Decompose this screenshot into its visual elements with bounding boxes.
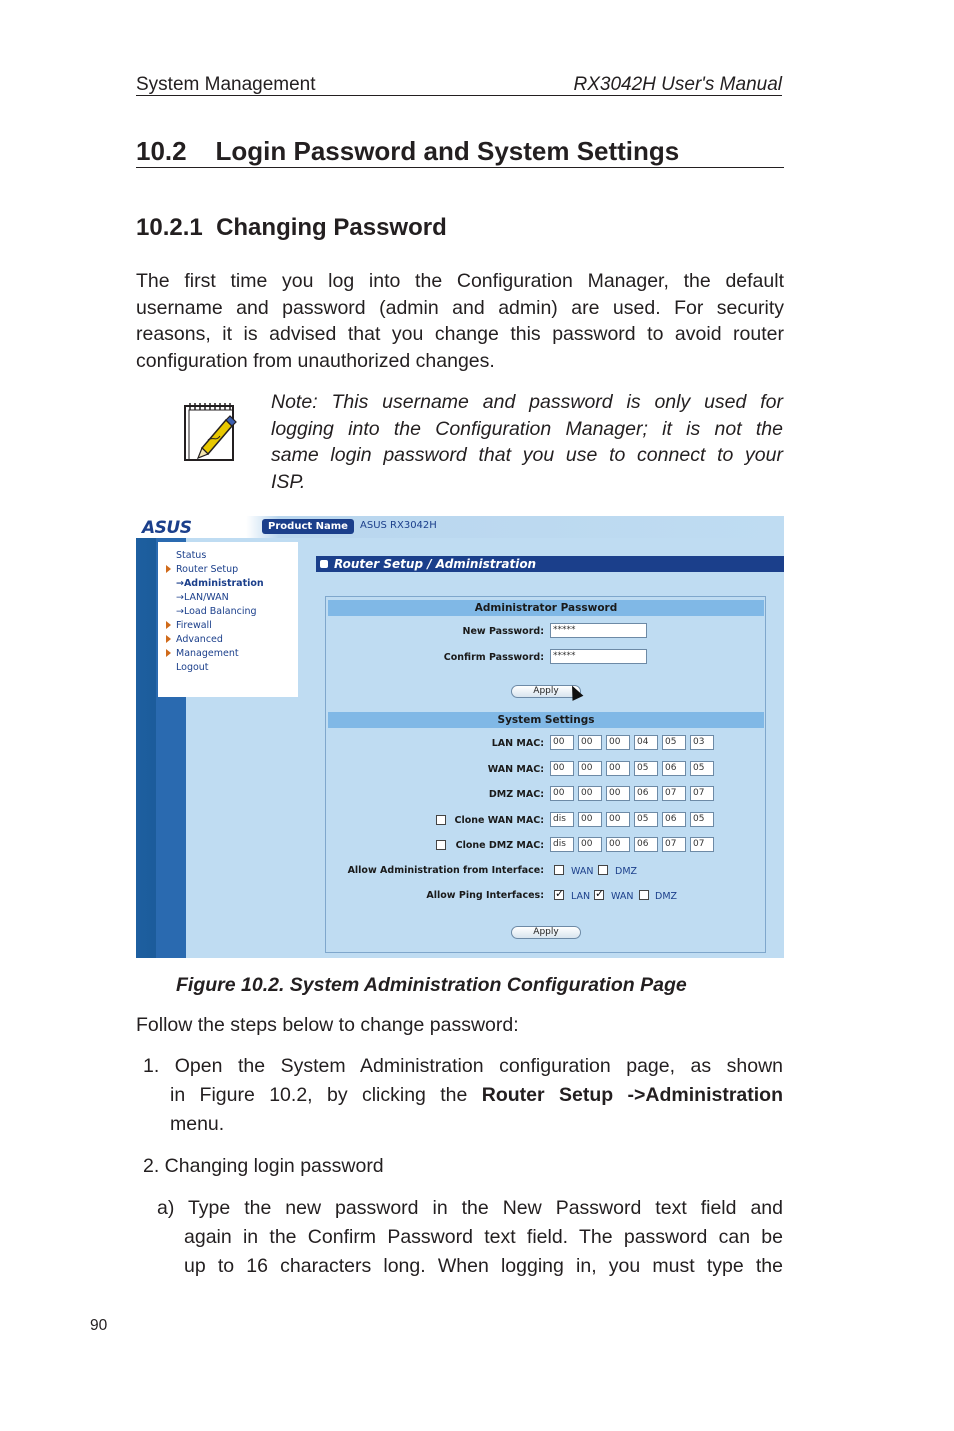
- step-2a-line: a) Type the new password in the New Password text field and: [157, 1197, 783, 1219]
- new-password-input[interactable]: *****: [550, 623, 647, 638]
- lan-mac-octet[interactable]: 00: [550, 735, 574, 750]
- clone-wan-mac-octet[interactable]: 05: [634, 812, 658, 827]
- lan-mac-label: LAN MAC:: [491, 738, 544, 749]
- top-bar: [136, 516, 784, 538]
- step-1: [143, 1052, 783, 1081]
- allow-admin-label: Allow Administration from Interface:: [347, 865, 544, 876]
- allow-ping-lan-checkbox[interactable]: [554, 890, 564, 900]
- lan-mac-octet[interactable]: 00: [578, 735, 602, 750]
- clone-wan-mac-checkbox[interactable]: [436, 815, 446, 825]
- dmz-mac-octet[interactable]: 07: [662, 786, 686, 801]
- steps-intro: Follow the steps below to change password:: [136, 1014, 519, 1036]
- system-settings-section-title: System Settings: [328, 712, 764, 728]
- dmz-mac-octet[interactable]: 06: [634, 786, 658, 801]
- page-banner: [316, 556, 784, 572]
- allow-admin-wan-checkbox[interactable]: [554, 865, 564, 875]
- confirm-password-label: Confirm Password:: [443, 652, 544, 663]
- running-header: [136, 72, 782, 96]
- subsection-title: 10.2.1 Changing Password: [136, 214, 447, 241]
- asus-logo: ASUS: [142, 518, 192, 538]
- allow-admin-dmz-label: DMZ: [615, 866, 638, 877]
- allow-ping-wan-checkbox[interactable]: [594, 890, 604, 900]
- banner-title: Router Setup / Administration: [334, 557, 537, 571]
- menu-item-advanced[interactable]: Advanced: [176, 634, 223, 645]
- wan-mac-octet[interactable]: 05: [634, 761, 658, 776]
- allow-ping-lan-label: LAN: [571, 891, 591, 902]
- wan-mac-octet[interactable]: 00: [578, 761, 602, 776]
- menu-arrow-icon: [166, 635, 171, 643]
- step-2a-line: up to 16 characters long. When logging in, you must type the: [184, 1255, 783, 1277]
- step-1-line: menu.: [170, 1113, 225, 1135]
- header-manual-title: RX3042H User's Manual: [573, 74, 782, 95]
- note-line: Note: This username and password is only used for: [271, 391, 783, 413]
- menu-item-lan-wan[interactable]: →LAN/WAN: [176, 592, 229, 603]
- menu-item-router-setup[interactable]: Router Setup: [176, 564, 239, 575]
- clone-wan-mac-octet[interactable]: 06: [662, 812, 686, 827]
- dmz-mac-label: DMZ MAC:: [488, 789, 544, 800]
- menu-arrow-icon: [166, 649, 171, 657]
- clone-dmz-mac-octet[interactable]: 00: [578, 837, 602, 852]
- wan-mac-octet[interactable]: 06: [662, 761, 686, 776]
- step-1-text: in Figure 10.2, by clicking the: [170, 1084, 482, 1106]
- step-1-cont: [170, 1081, 783, 1139]
- dmz-mac-octet[interactable]: 00: [606, 786, 630, 801]
- allow-ping-wan-label: WAN: [611, 891, 634, 902]
- menu-item-load-balancing[interactable]: →Load Balancing: [176, 606, 257, 617]
- menu-item-management[interactable]: Management: [176, 648, 239, 659]
- step-2: 2. Changing login password: [143, 1155, 384, 1177]
- intro-line: username and password (admin and admin) are used. For security: [136, 296, 784, 319]
- clone-wan-mac-octet[interactable]: 05: [690, 812, 714, 827]
- clone-dmz-mac-octet[interactable]: 07: [690, 837, 714, 852]
- wan-mac-label: WAN MAC:: [487, 764, 544, 775]
- allow-ping-dmz-checkbox[interactable]: [639, 890, 649, 900]
- menu-item-administration[interactable]: →Administration: [176, 578, 264, 589]
- intro-line: The first time you log into the Configuration Manager, the default: [136, 270, 784, 292]
- clone-dmz-mac-octet[interactable]: 06: [634, 837, 658, 852]
- step-2a-line: again in the Confirm Password text field. The password can be: [184, 1226, 783, 1248]
- page-number: 90: [90, 1317, 108, 1334]
- menu-item-status[interactable]: Status: [176, 550, 207, 561]
- dmz-mac-octet[interactable]: 00: [578, 786, 602, 801]
- note-text: [271, 389, 783, 495]
- allow-admin-wan-label: WAN: [571, 866, 594, 877]
- confirm-password-input[interactable]: *****: [550, 649, 647, 664]
- menu-item-firewall[interactable]: Firewall: [176, 620, 212, 631]
- clone-dmz-mac-checkbox[interactable]: [436, 840, 446, 850]
- clone-dmz-mac-label: Clone DMZ MAC:: [455, 840, 544, 851]
- allow-admin-dmz-checkbox[interactable]: [598, 865, 608, 875]
- intro-paragraph: [136, 268, 784, 374]
- dmz-mac-octet[interactable]: 07: [690, 786, 714, 801]
- menu-item-logout[interactable]: Logout: [176, 662, 209, 673]
- note-line: logging into the Configuration Manager; it is not the: [271, 417, 783, 440]
- intro-line: configuration from unauthorized changes.: [136, 349, 495, 372]
- step-2a: [157, 1194, 783, 1223]
- clone-wan-mac-label: Clone WAN MAC:: [454, 815, 544, 826]
- wan-mac-octet[interactable]: 05: [690, 761, 714, 776]
- new-password-label: New Password:: [462, 626, 544, 637]
- lan-mac-octet[interactable]: 05: [662, 735, 686, 750]
- note-line: ISP.: [271, 470, 306, 493]
- wan-mac-octet[interactable]: 00: [550, 761, 574, 776]
- clone-wan-mac-octet[interactable]: 00: [578, 812, 602, 827]
- lan-mac-octet[interactable]: 04: [634, 735, 658, 750]
- step-1-menu-path: Router Setup ->Administration: [481, 1084, 783, 1106]
- clone-dmz-mac-octet[interactable]: 00: [606, 837, 630, 852]
- clone-dmz-mac-octet[interactable]: dis: [550, 837, 574, 852]
- product-name-value: ASUS RX3042H: [360, 520, 437, 531]
- clone-wan-mac-octet[interactable]: 00: [606, 812, 630, 827]
- notepad-pen-icon: [182, 400, 238, 462]
- banner-bullet-icon: [320, 560, 328, 568]
- step-1-line: 1. Open the System Administration configuration page, as shown: [143, 1055, 783, 1077]
- figure-caption: Figure 10.2. System Administration Configuration Page: [176, 974, 687, 996]
- clone-wan-mac-octet[interactable]: dis: [550, 812, 574, 827]
- router-admin-screenshot: [136, 516, 784, 958]
- clone-dmz-mac-octet[interactable]: 07: [662, 837, 686, 852]
- lan-mac-octet[interactable]: 03: [690, 735, 714, 750]
- allow-ping-dmz-label: DMZ: [655, 891, 678, 902]
- dmz-mac-octet[interactable]: 00: [550, 786, 574, 801]
- admin-password-section-title: Administrator Password: [328, 600, 764, 616]
- note-line: same login password that you use to connect to your: [271, 444, 783, 466]
- section-title: 10.2 Login Password and System Settings: [136, 136, 784, 168]
- product-name-tab: Product Name: [262, 519, 354, 534]
- nav-menu: [158, 542, 298, 697]
- menu-arrow-icon: [166, 621, 171, 629]
- apply-settings-button[interactable]: Apply: [511, 926, 581, 939]
- menu-arrow-icon: [166, 565, 171, 573]
- header-section-name: System Management: [136, 74, 316, 95]
- step-1-line: [170, 1081, 783, 1110]
- step-2a-cont: [184, 1223, 783, 1281]
- wan-mac-octet[interactable]: 00: [606, 761, 630, 776]
- apply-password-button[interactable]: Apply: [511, 685, 581, 698]
- intro-line: reasons, it is advised that you change this password to avoid router: [136, 323, 784, 345]
- lan-mac-octet[interactable]: 00: [606, 735, 630, 750]
- allow-ping-label: Allow Ping Interfaces:: [426, 890, 544, 901]
